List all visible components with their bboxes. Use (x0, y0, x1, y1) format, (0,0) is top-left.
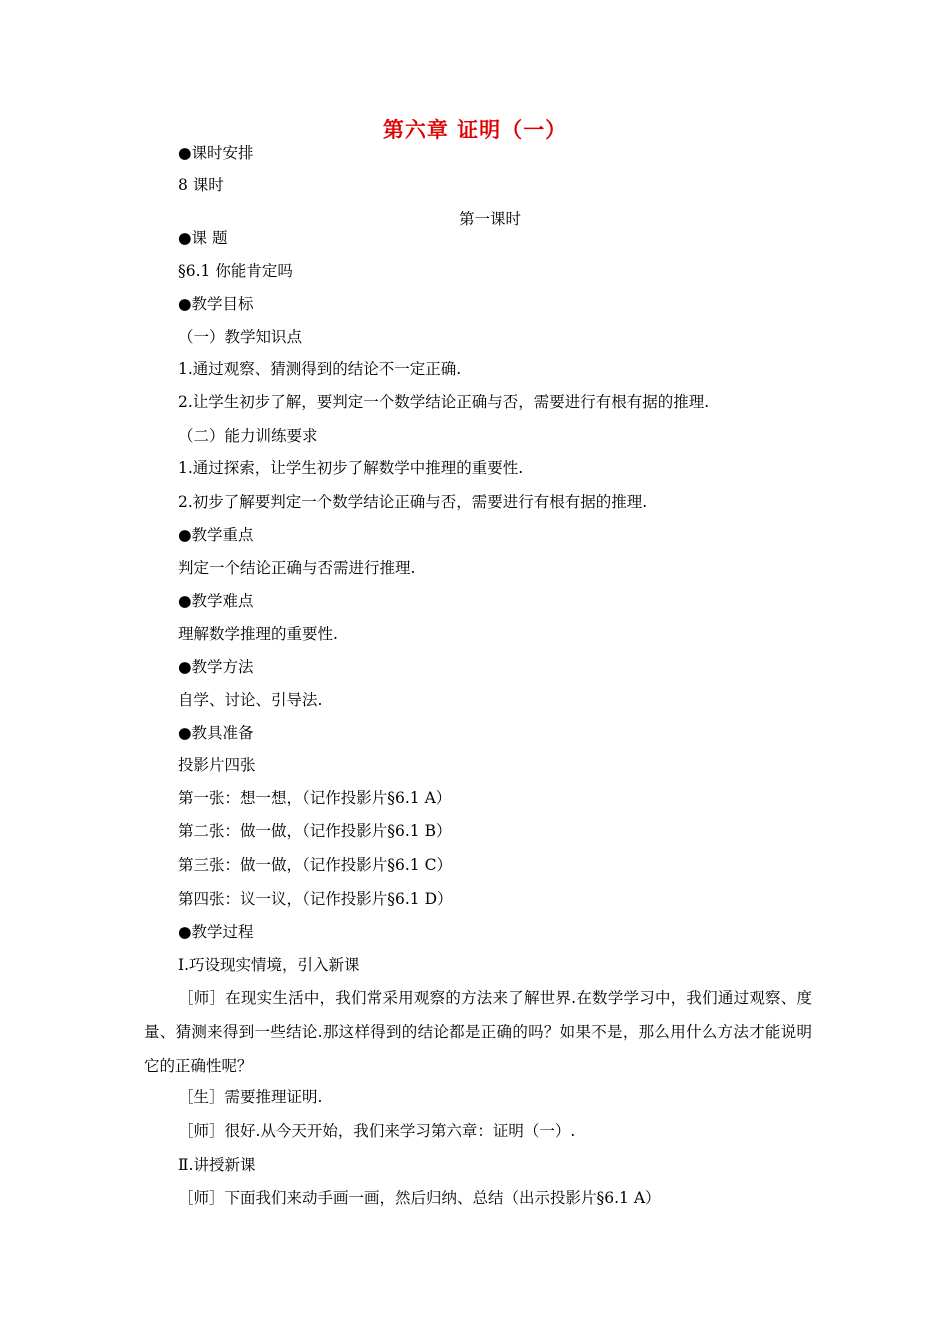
key-points-value: 判定一个结论正确与否需进行推理. (178, 559, 416, 577)
teacher-paragraph-2: ［师］很好.从今天开始，我们来学习第六章：证明（一）. (178, 1122, 576, 1140)
heading-materials: ●教具准备 (178, 724, 254, 742)
section-2-title: Ⅱ.讲授新课 (178, 1156, 256, 1174)
knowledge-item-1: 1.通过观察、猜测得到的结论不一定正确. (178, 360, 462, 378)
chapter-title: 第六章 证明（一） (382, 118, 568, 142)
heading-schedule: ●课时安排 (178, 144, 254, 162)
heading-process: ●教学过程 (178, 923, 254, 941)
ability-item-1: 1.通过探索，让学生初步了解数学中推理的重要性. (178, 459, 524, 477)
methods-value: 自学、讨论、引导法. (178, 691, 323, 709)
slide-item-2: 第二张：做一做，（记作投影片§6.1 B） (178, 822, 452, 840)
topic-value: §6.1 你能肯定吗 (178, 262, 293, 280)
teacher-paragraph-1: ［师］在现实生活中，我们常采用观察的方法来了解世界.在数学学习中，我们通过观察、度量、猜测来得到一些结论.那这样得到的结论都是正确的吗？如果不是，那么用什么方法才能说明它的正确性呢？ (144, 989, 812, 1075)
section-1-title: Ⅰ.巧设现实情境，引入新课 (178, 956, 360, 974)
heading-difficulties: ●教学难点 (178, 592, 254, 610)
schedule-value: 8 课时 (178, 176, 224, 194)
difficulties-value: 理解数学推理的重要性. (178, 625, 338, 643)
heading-methods: ●教学方法 (178, 658, 254, 676)
heading-key-points: ●教学重点 (178, 526, 254, 544)
lesson-label: 第一课时 (458, 210, 521, 228)
slide-item-1: 第一张：想一想，（记作投影片§6.1 A） (178, 789, 452, 807)
ability-item-2: 2.初步了解要判定一个数学结论正确与否，需要进行有根有据的推理. (178, 493, 648, 511)
student-answer: ［生］需要推理证明. (178, 1088, 323, 1106)
materials-value: 投影片四张 (178, 756, 256, 774)
knowledge-item-2: 2.让学生初步了解，要判定一个数学结论正确与否，需要进行有根有据的推理. (178, 393, 710, 411)
heading-objectives: ●教学目标 (178, 295, 254, 313)
subheading-knowledge: （一）教学知识点 (178, 328, 303, 346)
slide-item-3: 第三张：做一做，（记作投影片§6.1 C） (178, 856, 452, 874)
subheading-ability: （二）能力训练要求 (178, 427, 318, 445)
slide-item-4: 第四张：议一议，（记作投影片§6.1 D） (178, 890, 453, 908)
heading-topic: ●课 题 (178, 229, 228, 247)
teacher-paragraph-3: ［师］下面我们来动手画一画，然后归纳、总结（出示投影片§6.1 A） (178, 1189, 661, 1207)
